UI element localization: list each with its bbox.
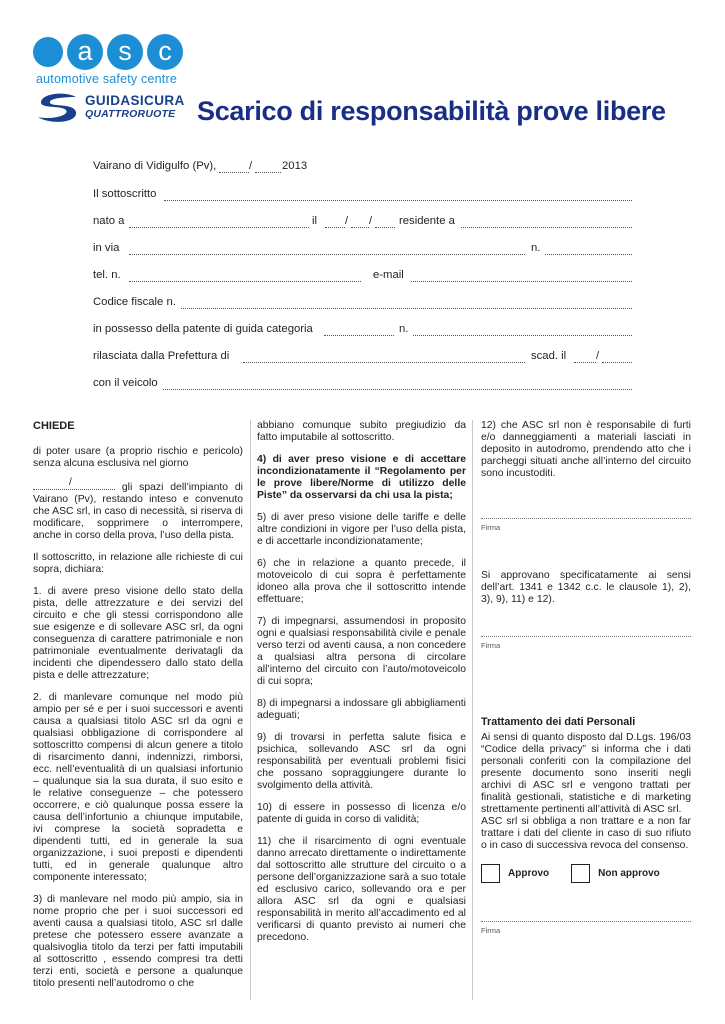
vehicle-field[interactable] (163, 389, 632, 390)
clause-10: 10) di essere in possesso di licenza e/o patente di guida in corso di validità; (257, 802, 466, 825)
approvo-label: Approvo (508, 867, 550, 879)
signature-label-3: Firma (481, 926, 501, 935)
column-2 (257, 420, 466, 954)
birth-month-field[interactable] (351, 227, 369, 228)
street-number-field[interactable] (545, 254, 632, 255)
non-approvo-checkbox[interactable] (571, 864, 590, 883)
license-category-field[interactable] (324, 335, 394, 336)
clause-4: 4) di aver preso visione e di accettare incondizionatamente il “Regolamento per le prove libere/Norme di utilizzo delle Piste” da osservarsi da chi usa la pista; (257, 454, 466, 501)
guidasicura-swoosh-icon (36, 92, 80, 124)
consent-options (481, 864, 691, 883)
name-field[interactable] (164, 200, 632, 201)
clause-3: 3) di manlevare nel modo più ampio, sia in nome proprio che per i suoi successori ed aventi causa a qualsiasi titolo, ASC srl dalle pretese che potessero essere avanzate a qualsivoglia titolo da terzi per fatti imputabili al sottoscritto , essendo compresi tra detti terzi enti, società e persone a qualunque titolo presenti nell’autodromo o che (33, 894, 243, 989)
column-1 (33, 420, 243, 1000)
prefecture-field[interactable] (243, 362, 525, 363)
logo-dot (33, 37, 63, 67)
clause-7: 7) di impegnarsi, assumendosi in proposito ogni e qualsiasi responsabilità civile e penale verso terzi od aventi causa, a non concedere a qualsiasi altra persona di circolare all’interno del circuito con l’auto/motoveicolo di cui sopra; (257, 616, 466, 687)
asc-logo (33, 34, 179, 70)
place-date-row: Vairano di Vidigulfo (Pv), / 2013 (93, 160, 308, 172)
clause-3-continued: abbiano comunque subito pregiudizio da fatto imputabile al sottoscritto. (257, 420, 466, 443)
fiscal-code-row: Codice fiscale n. (93, 296, 632, 312)
email-field[interactable] (411, 281, 632, 282)
logo-tagline: automotive safety centre (36, 72, 177, 86)
partner-name: GUIDASICURA (85, 93, 185, 108)
privacy-consent-text: ASC srl si obbliga a non trattare e a non far trattare i dati del cliente in caso di suo rifiuto o in caso di successiva revoca del consenso. (481, 816, 691, 851)
page-title: Scarico di responsabilità prove libere (197, 96, 666, 126)
logo-letter-a: a (67, 34, 103, 70)
logo-letter-c: c (147, 34, 183, 70)
non-approvo-label: Non approvo (598, 867, 660, 879)
clause-6: 6) che in relazione a quanto precede, il motoveicolo di cui sopra è perfettamente idoneo alla prova che il sottoscritto intende effettuare; (257, 558, 466, 605)
license-issue-row: rilasciata dalla Prefettura di scad. il / (93, 350, 632, 366)
request-day-paragraph: / gli spazi dell’impianto di Vairano (Pv), restando inteso e convenuto che ASC srl, in caso di necessità, si riserva di modificare, sopprimere o interrompere, anche in corso della prova, l’uso della pista. (33, 477, 243, 541)
birth-row: nato a il / / residente a (93, 215, 632, 231)
expiry-year-field[interactable] (602, 362, 632, 363)
contact-row: tel. n. e-mail (93, 269, 632, 285)
clause-5: 5) di aver preso visione delle tariffe e delle altre condizioni in vigore per l’uso della pista, e di accettarle incondizionatamente; (257, 512, 466, 547)
signature-line-2[interactable] (481, 636, 691, 637)
clause-11: 11) che il risarcimento di ogni eventuale danno arrecato direttamente o indirettamente dal sottoscritto alle strutture del circuito o a persone dell’organizzazione sarà a suo totale ed esclusivo carico, sollevando ora e per allora ASC srl da ogni e qualsiasi responsabilità in merito all’accadimento ed al verificarsi di quanto previsto ai numeri che precedono. (257, 836, 466, 943)
clause-8: 8) di impegnarsi a indossare gli abbigliamenti adeguati; (257, 698, 466, 721)
chiede-heading: CHIEDE (33, 420, 75, 432)
expiry-month-field[interactable] (574, 362, 596, 363)
day-field[interactable] (219, 172, 249, 173)
vehicle-row: con il veicolo (93, 377, 632, 393)
address-row: in via n. (93, 242, 632, 258)
birthplace-field[interactable] (129, 227, 309, 228)
approvo-checkbox[interactable] (481, 864, 500, 883)
request-text: di poter usare (a proprio rischio e pericolo) senza alcuna esclusiva nel giorno (33, 446, 243, 469)
license-row: in possesso della patente di guida categoria n. (93, 323, 632, 339)
phone-field[interactable] (129, 281, 361, 282)
signature-line-3[interactable] (481, 921, 691, 922)
license-number-field[interactable] (413, 335, 632, 336)
signature-line-1[interactable] (481, 518, 691, 519)
request-day-field[interactable]: / (33, 480, 115, 490)
guidasicura-logo (36, 92, 186, 124)
privacy-heading: Trattamento dei dati Personali (481, 716, 636, 728)
clause-9: 9) di trovarsi in perfetta salute fisica e psichica, sollevando ASC srl da ogni responsabilità per eventuali problemi fisici che possano sopraggiungere durante lo svolgimento della attività. (257, 732, 466, 791)
declaration-intro: Il sottoscritto, in relazione alle richieste di cui sopra, dichiara: (33, 552, 243, 575)
month-field[interactable] (255, 172, 281, 173)
street-field[interactable] (129, 254, 525, 255)
logo-letter-s: s (107, 34, 143, 70)
column-3 (481, 420, 691, 937)
approval-clauses: Si approvano specificatamente ai sensi dell’art. 1341 e 1342 c.c. le clausole 1), 2), 3), 9), 11) e 12). (481, 570, 691, 605)
signature-label-2: Firma (481, 641, 501, 650)
column-divider (250, 420, 251, 1000)
privacy-text: Ai sensi di quanto disposto dal D.Lgs. 196/03 “Codice della privacy” si informa che i dati personali conferiti con la compilazione del presente documento sono inseriti negli archivi di ASC srl e vengono trattati per finalità gestionali, statistiche e di marketing strettamente pertinenti all’attività di ASC srl. (481, 732, 691, 815)
signature-label-1: Firma (481, 523, 501, 532)
column-divider (472, 420, 473, 1000)
clause-12: 12) che ASC srl non è responsabile di furti e/o danneggiamenti a materiali lasciati in deposito in autodromo, prendendo atto che i parcheggi situati anche all’interno del circuito sono incustoditi. (481, 420, 691, 479)
sottoscritto-row: Il sottoscritto (93, 188, 632, 204)
residence-field[interactable] (461, 227, 632, 228)
birth-day-field[interactable] (325, 227, 345, 228)
clause-2: 2. di manlevare comunque nel modo più ampio per sé e per i suoi successori e aventi causa a qualsiasi titolo ASC srl da ogni e qualsiasi obbligazione di corrispondere al sottoscritto compensi di alcun genere a titolo di risarcimento danni, indennizzi, rimborsi, ecc. nell’eventualità di un qualsiasi infortunio – qualunque sia la sua durata, il suo esito e le relative conseguenze – che potessero occorrere, e ciò qualunque possa essere la causa dell’infortunio a chiunque imputabile, ivi comprese la società sopradetta e dipendenti tutti, ed in generale la sua organizzazione, i suoi preposti e dipendenti tutti, ed in generale qualunque altro componente interessato; (33, 692, 243, 883)
birth-year-field[interactable] (375, 227, 395, 228)
clause-1: 1. di avere preso visione dello stato della pista, delle attrezzature e dei servizi del circuito e che gli stessi corrispondono alle sue esigenze e di sollevare ASC srl, da ogni conseguenza di carattere patrimoniale e non patrimoniale eventualmente derivatagli da incidenti che dipendessero dallo stato della pista e delle attrezzature; (33, 586, 243, 681)
fiscal-code-field[interactable] (181, 308, 632, 309)
partner-subname: QUATTRORUOTE (85, 108, 176, 120)
